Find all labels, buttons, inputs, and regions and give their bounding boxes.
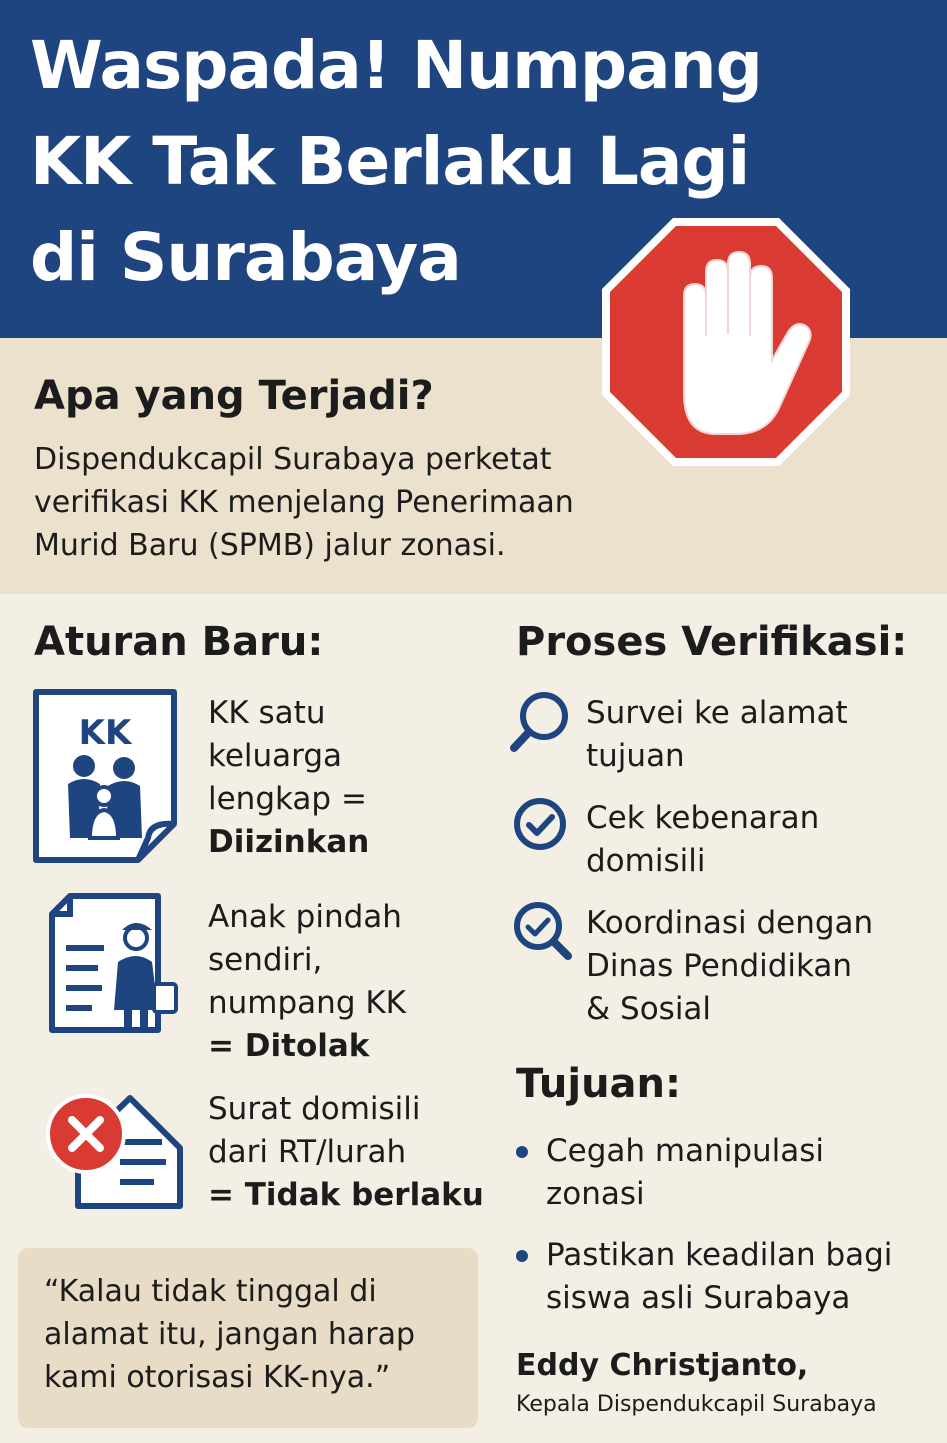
rule-item-domisili <box>208 1088 488 1217</box>
rule-line: keluarga <box>208 738 343 774</box>
magnifier-icon <box>510 690 570 754</box>
bullet-icon <box>516 1250 528 1262</box>
process-line: domisili <box>586 843 706 879</box>
process-line: & Sosial <box>586 991 712 1027</box>
goal-line: zonasi <box>546 1176 645 1212</box>
goal-line: siswa asli Surabaya <box>546 1280 851 1316</box>
speaker-name: Eddy Christjanto, <box>516 1348 809 1383</box>
rule-line: lengkap = <box>208 781 367 817</box>
goals-heading: Tujuan: <box>516 1061 682 1107</box>
text-line: Dispendukcapil Surabaya perketat <box>34 442 552 477</box>
rule-verdict: Diizinkan <box>208 824 370 860</box>
rule-line: Anak pindah <box>208 899 402 935</box>
rule-line: Surat domisili <box>208 1091 421 1127</box>
rule-verdict-prefix: = <box>208 1028 245 1064</box>
goal-item-keadilan <box>546 1234 936 1320</box>
stop-hand-icon <box>598 214 854 470</box>
goal-line: Cegah manipulasi <box>546 1133 825 1169</box>
title-line: Waspada! Numpang <box>30 27 762 104</box>
rule-item-family <box>208 692 488 864</box>
rule-line: dari RT/lurah <box>208 1134 407 1170</box>
process-line: Koordinasi dengan <box>586 905 874 941</box>
title-line: di Surabaya <box>30 219 461 296</box>
rules-heading: Aturan Baru: <box>34 619 324 665</box>
bullet-icon <box>516 1146 528 1158</box>
quote-box <box>18 1248 478 1428</box>
child-moving-icon <box>48 892 180 1034</box>
title-line: KK Tak Berlaku Lagi <box>30 123 750 200</box>
process-line: Cek kebenaran <box>586 800 820 836</box>
process-line: Dinas Pendidikan <box>586 948 853 984</box>
process-item-survey <box>586 692 926 778</box>
rule-line: sendiri, <box>208 942 323 978</box>
quote-line: “Kalau tidak tinggal di <box>44 1274 377 1309</box>
family-kk-icon <box>32 688 182 864</box>
rejected-document-icon <box>44 1088 190 1212</box>
quote-line: alamat itu, jangan harap <box>44 1317 416 1352</box>
process-item-coordination <box>586 902 926 1031</box>
what-description <box>34 438 654 567</box>
process-line: tujuan <box>586 738 685 774</box>
check-magnifier-icon <box>512 900 574 962</box>
rule-verdict-prefix: = <box>208 1177 245 1213</box>
rule-item-child <box>208 896 488 1068</box>
speaker-role: Kepala Dispendukcapil Surabaya <box>516 1392 877 1417</box>
rule-line: numpang KK <box>208 985 407 1021</box>
text-line: verifikasi KK menjelang Penerimaan <box>34 485 574 520</box>
goal-line: Pastikan keadilan bagi <box>546 1237 893 1273</box>
goal-item-zonasi <box>546 1130 936 1216</box>
what-heading: Apa yang Terjadi? <box>34 373 434 419</box>
process-item-check <box>586 797 926 883</box>
kk-label: KK <box>78 713 132 753</box>
quote-line: kami otorisasi KK-nya.” <box>44 1360 391 1395</box>
process-heading: Proses Verifikasi: <box>516 619 908 665</box>
process-line: Survei ke alamat <box>586 695 848 731</box>
rule-verdict: Tidak berlaku <box>244 1177 484 1213</box>
rule-line: KK satu <box>208 695 326 731</box>
check-circle-icon <box>512 796 568 852</box>
quote-text <box>44 1270 464 1399</box>
rule-verdict: Ditolak <box>244 1028 370 1064</box>
text-line: Murid Baru (SPMB) jalur zonasi. <box>34 528 506 563</box>
